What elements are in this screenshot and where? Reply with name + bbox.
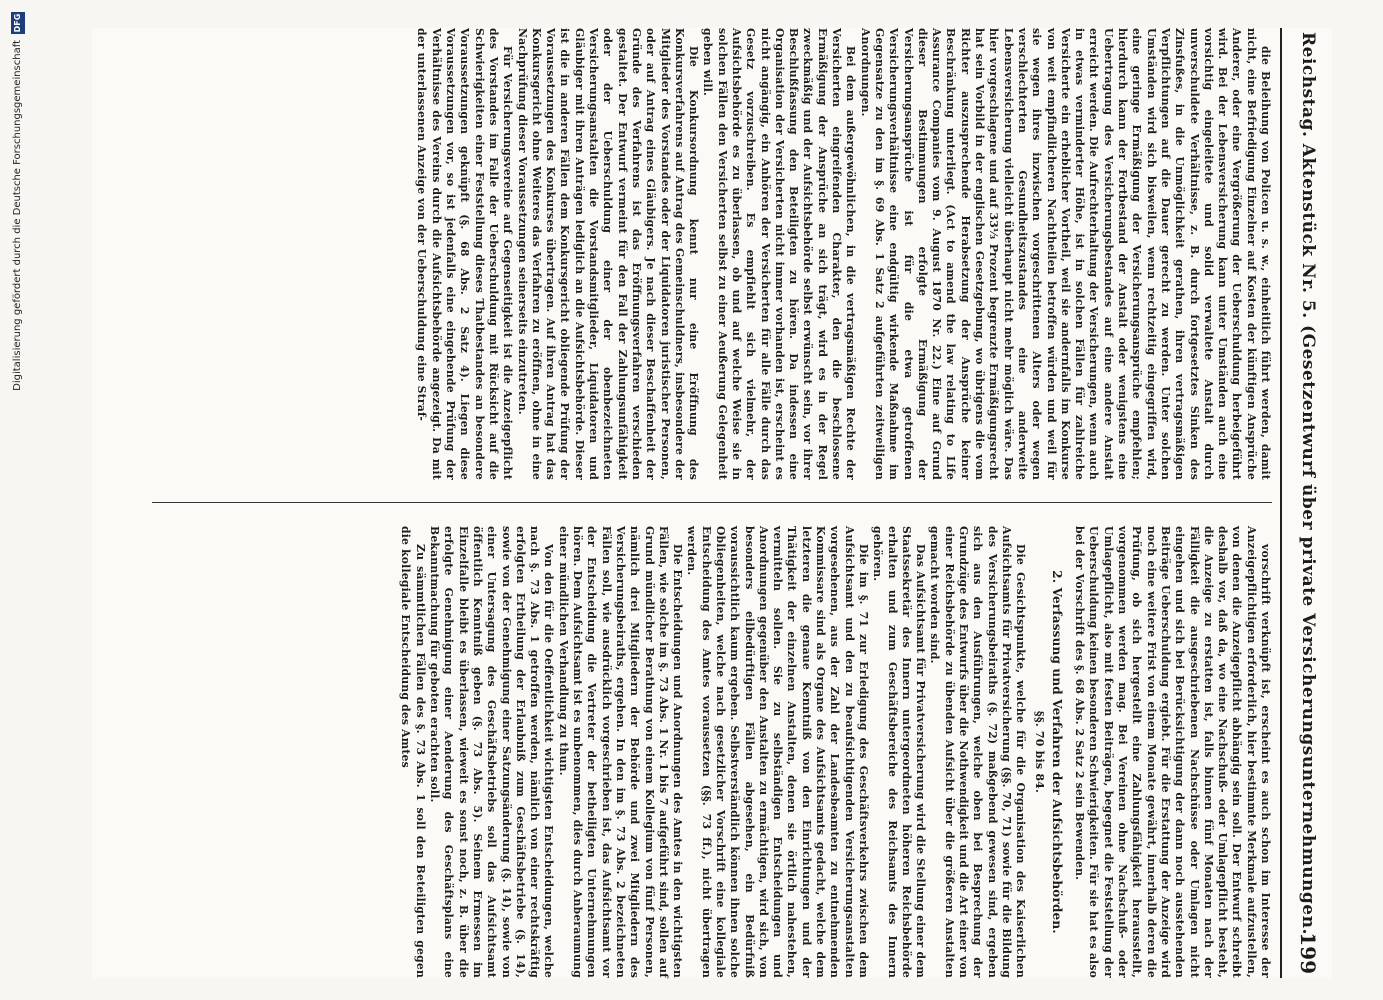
header-title: Reichstag. Aktenstück Nr. 5. (Gesetzentwurf über private Versicherungsunternehmungen.)	[1298, 32, 1318, 944]
section-paragraphs: §§. 70 bis 84.	[1032, 710, 1046, 794]
right-paragraph-4: Die im §. 71 zur Erledigung des Geschäftsverkehrs zwischen dem Aufsichtsamt und den zu beaufsichtigenden Versicherungsanstalten vorgesehenen, aus der Zahl der Landesbeamten zu entnehmenden Kommissare sind als Organe des Aufsichtsamts gedacht, welche dem letzteren die genaue Kenntniß von den Einrichtungen und der Thätigkeit der einzelnen Anstalten, denen sie örtlich nahestehen, vermitteln sollen. Sie zu selbständigen Entscheidungen und Anordnungen gegenüber den Anstalten zu ermächtigen, wird sich, von besonders eilbedürftigen Fällen abgesehen, ein Bedürfniß voraussichtlich kaum ergeben. Selbstverständlich können ihnen solche Obliegenheiten, welche nach gesetzlicher Vorschrift eine kollegiale Entscheidung des Amtes voraussetzen (§§. 73 ff.), nicht übertragen werden.	[685, 526, 870, 978]
right-paragraph-7: Zu sämmtlichen Fällen des §. 73 Abs. 1 soll den Beteiligten gegen die kollegiale Entscheidung des Amtes	[399, 526, 427, 978]
right-paragraph-3: Das Aufsichtsamt für Privatversicherung wird die Stellung einer dem Staatssekretär des Innern untergeordneten höheren Reichsbehörde erhalten und zum Geschäftsbereiche des Reichsamts des Innern gehören.	[871, 526, 928, 978]
section-title: 2. Verfassung und Verfahren der Aufsichtsbehörden.	[1049, 570, 1064, 934]
document-page	[92, 28, 1332, 978]
right-paragraph-6: Von den für die Oeffentlichkeit wichtigsten Entscheidungen, welche nach §. 73 Abs. 1 getroffen werden, nämlich von einer rechtskräftig erfolgten Ertheilung der Erlaubniß zum Geschäftsbetriebe (§. 14), sowie von der Genehmigung einer Satzungsänderung (§. 14), sowie von einer Untersagung des Geschäftsbetriebs soll das Aufsichtsamt öffentlich Kenntniß geben (§. 73 Abs. 5). Seinem Ermessen im Einzelfalle bleibt es überlassen, wieweit es sonst noch, z. B. über die erfolgte Genehmigung einer Aenderung des Geschäftsplans eine Bekanntmachung für geboten erachten soll.	[428, 526, 556, 978]
left-paragraph-4: Für Versicherungsvereine auf Gegenseitigkeit ist die Anzeigepflicht des Vorstandes im Falle der Ueberschuldung mit Rücksicht auf die Schwierigkeiten einer Feststellung dieses Thatbestandes an besondere Voraussetzungen geknüpft (§. 68 Abs. 2 Satz 4). Liegen diese Voraussetzungen vor, so ist jedenfalls eine eingehende Prüfung der Verhältnisse des Vereins durch die Aufsichtsbehörde angezeigt. Da mit der unterlassenen Anzeige von der Ueberschuldung eine Straf-	[415, 28, 515, 480]
left-paragraph-2: Bei dem außergewöhnlichen, in die vertragsmäßigen Rechte der Versicherten eingreifenden Charakter, den die beschlossene Ermäßigung der Ansprüche an sich trägt, wird es in der Regel zweckmäßig und der Aufsichtsbehörde selbst erwünscht sein, vor ihrer Beschlußfassung den Beteiligten zu hören. Da indessen eine Organisation der Versicherten nicht immer vorhanden ist, erscheint es nicht angängig, ein Anhören der Versicherten für alle Fälle durch das Gesetz vorzuschreiben. Es empfiehlt sich vielmehr, der Aufsichtsbehörde es zu überlassen, ob und auf welche Weise sie in solchen Fällen den Versicherten selbst zu einer Aeußerung Gelegenheit geben will.	[701, 28, 858, 480]
right-column	[398, 526, 1272, 978]
dfg-logo-icon: DFG	[11, 12, 25, 34]
page-header	[1284, 28, 1324, 978]
header-rule	[1280, 28, 1282, 978]
left-column	[414, 28, 1272, 480]
credit-text: Digitalisierung gefördert durch die Deutsche Forschungsgemeinschaft	[12, 40, 23, 391]
right-paragraph-2: Die Gesichtspunkte, welche für die Organisation des Kaiserlichen Aufsichtsamts für Privatversicherung (§§. 70, 71) sowie für die Bildung des Versicherungsbeiraths (§. 72) maßgebend gewesen sind, ergeben sich aus den Ausführungen, welche oben bei Besprechung der Grundzüge des Entwurfs über die Nothwendigkeit und die Art einer von einer Reichsbehörde zu übenden Aufsicht über die größeren Anstalten gemacht worden sind.	[928, 526, 1028, 978]
left-paragraph-1: die Beleihung von Policen u. s. w., einheitlich führt werden, damit nicht, eine Befriedigung Einzelner auf Kosten der künftigen Ansprüche Anderer, oder eine Vergrößerung der Ueberschuldung herbeigeführt wird. Bei der Lebensversicherung kann unter Umständen auch eine vorsichtig eingeleitete und solid verwaltete Anstalt durch unverschuldete Verhältnisse, z. B. durch fortgesetztes Sinken des Zinsfußes, in die Unmöglichkeit gerathen, ihren vertragsmäßigen Verpflichtungen auf die Dauer gerecht zu werden. Unter solchen Umständen wird sich bisweilen, wenn rechtzeitig eingegriffen wird, eine geringe Ermäßigung der Versicherungsansprüche empfehlen; hierdurch kann der Fortbestand der Anstalt oder wenigstens eine Uebertragung des Versicherungsbestandes auf eine andere Anstalt erreicht werden. Die Aufrechterhaltung der Versicherungen, wenn auch in etwas verminderter Höhe, ist in solchen Fällen für zahlreiche Versicherte ein erheblicher Vortheil, weil sie andernfalls im Konkurse von weit empfindlicheren Nachtheilen betroffen würden und weil für sie wegen ihres inzwischen vorgeschrittenen Alters oder wegen verschlechterten Gesundheitszustandes eine anderweite Lebensversicherung vielleicht überhaupt nicht mehr möglich wäre. Das hier vorgeschlagene und auf 33⅓ Prozent begrenzte Ermäßigungsrecht hat sein Vorbild in der englischen Gesetzgebung, wo übrigens die vom Richter auszusprechende Herabsetzung der Ansprüche keiner Beschränkung unterliegt. (Act to amend the law relating to Life Assurance Companies vom 9. August 1870 Nr. 22.) Eine auf Grund dieser Bestimmungen erfolgte Ermäßigung der Versicherungsansprüche ist für die etwa getroffenen Versicherungsverhältnisse eine endgültig wirkende Maßnahme im Gegensatze zu den im §. 69 Abs. 1 Satz 2 aufgeführten zeitweiligen Anordnungen.	[858, 28, 1272, 480]
left-paragraph-3: Die Konkursordnung kennt nur eine Eröffnung des Konkursverfahrens auf Antrag des Gemeinschuldners, insbesondere der Mitglieder des Vorstandes oder der Liquidatoren juristischer Personen, oder auf Antrag eines Gläubigers. Je nach dieser Beschaffenheit der Gründe des Verfahrens ist das Eröffnungsverfahren verschieden gestaltet. Der Entwurf vermeint für den Fall der Zahlungsunfähigkeit oder der Ueberschuldung einer der obenbezeichneten Versicherungsanstalten die Vorstandsmitglieder, Liquidatoren und Gläubiger mit ihren Anträgen lediglich an die Aufsichtsbehörde. Dieser ist die in anderen Fällen dem Konkursgericht obliegende Prüfung der Voraussetzungen des Konkurses übertragen. Auf ihren Antrag hat das Konkursgericht ohne Weiteres das Verfahren zu eröffnen, ohne in eine Nachprüfung dieser Voraussetzungen seinerseits einzutreten.	[515, 28, 701, 480]
right-paragraph-1: vorschrift verknüpft ist, erscheint es auch schon im Interesse der Anzeigepflichtigen erforderlich, hier bestimmte Merkmale aufzustellen, von denen die Anzeigepflicht abhängig sein soll. Der Entwurf schreibt deshalb vor, daß da, wo eine Nachschuß- oder Umlagepflicht besteht, die Anzeige zu erstatten ist, falls binnen fünf Monaten nach der Fälligkeit die ausgeschriebenen Nachschüsse oder Umlagen nicht eingehen und sich bei Berücksichtigung der dann noch ausstehenden Beiträge Ueberschuldung ergiebt. Für die Erstattung der Anzeige wird noch eine weitere Frist von einem Monate gewährt, innerhalb deren die Prüfung, ob sich hergestellt eine Zahlungsfähigkeit herausstellt, vorgenommen werden mag. Bei Vereinen ohne Nachschuß- oder Umlagepflicht, also mit festen Beiträgen, begegnet die Feststellung der Ueberschuldung keinen besonderen Schwierigkeiten. Für sie hat es also bei der Vorschrift des §. 68 Abs. 2 Satz 2 sein Bewenden.	[1073, 526, 1272, 978]
page-number: 199	[1296, 932, 1320, 974]
right-paragraph-5: Die Entscheidungen und Anordnungen des Amtes in den wichtigsten Fällen, wie solche im §. 73 Abs. 1 Nr. 1 bis 7 aufgeführt sind, sollen auf Grund mündlicher Berathung von einem Kollegium von fünf Personen, nämlich drei Mitgliedern der Behörde und zwei Mitgliedern des Versicherungsbeiraths, ergehen. In den im §. 73 Abs. 2 bezeichneten Fällen soll, wie ausdrücklich vorgeschrieben ist, das Aufsichtsamt vor der Entscheidung die Vertreter der betheiligten Unternehmungen hören. Dem Aufsichtsamt ist es unbenommen, dies durch Anberaumung einer mündlichen Verhandlung zu thun.	[556, 526, 685, 978]
column-divider	[152, 502, 1272, 503]
digitization-credit	[2, 0, 26, 1000]
rotated-page-content	[92, 28, 1332, 978]
